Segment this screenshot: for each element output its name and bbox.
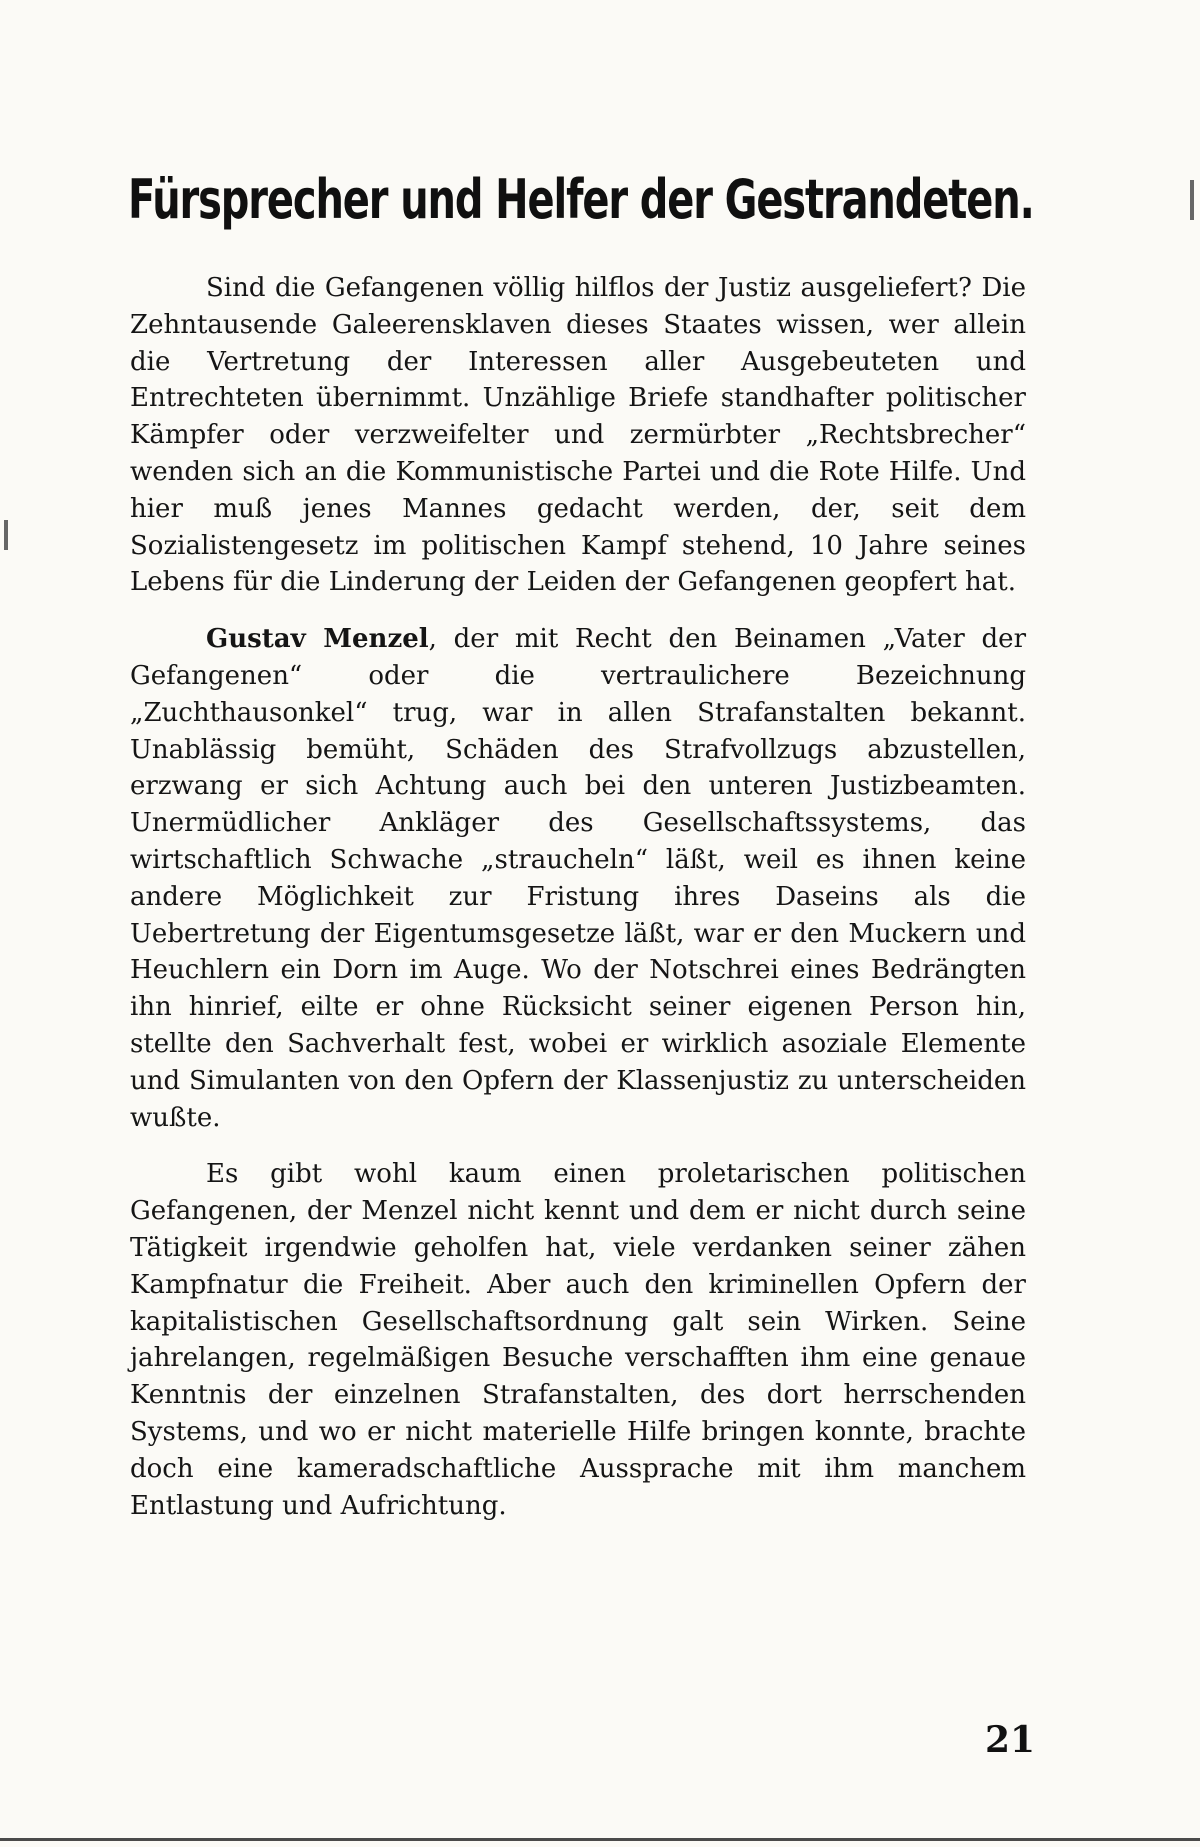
- paragraph-3: [130, 1156, 1026, 1524]
- scan-edge-mark-left: [4, 520, 8, 550]
- scan-bottom-edge-line: [0, 1838, 1200, 1841]
- person-name-gustav-menzel: Gustav Menzel: [206, 624, 429, 655]
- body-text: [130, 270, 1026, 1544]
- paragraph-3-text: Es gibt wohl kaum einen proletarischen politischen Gefangenen, der Menzel nicht kennt und dem er nicht durch seine Tätigkeit irgendwie geholfen hat, viele verdanken seiner zähen Kampfnatur die Freiheit. Aber auch den kriminellen Opfern der kapitalistischen Gesellschaftsordnung galt sein Wirken. Seine jahrelangen, regelmäßigen Besuche verschafften ihm eine genaue Kenntnis der einzelnen Strafanstalten, des dort herrschenden Systems, und wo er nicht materielle Hilfe bringen konnte, brachte doch eine kameradschaftliche Aussprache mit ihm manchem Entlastung und Aufrichtung.: [130, 1159, 1026, 1521]
- paragraph-2: [130, 621, 1026, 1136]
- page-title: Fürsprecher und Helfer der Gestrandeten.: [128, 168, 1034, 231]
- paragraph-1: [130, 270, 1026, 601]
- scan-edge-mark-top: [1190, 180, 1194, 220]
- paragraph-1-text: Sind die Gefangenen völlig hilflos der Justiz ausgeliefert? Die Zehntausende Galeerensklaven dieses Staates wissen, wer allein die Vertretung der Interessen aller Ausgebeuteten und Entrechteten übernimmt. Unzählige Briefe standhafter politischer Kämpfer oder verzweifelter und zermürbter „Rechtsbrecher“ wenden sich an die Kommunistische Partei und die Rote Hilfe. Und hier muß jenes Mannes gedacht werden, der, seit dem Sozialistengesetz im politischen Kampf stehend, 10 Jahre seines Lebens für die Linderung der Leiden der Gefangenen geopfert hat.: [130, 273, 1026, 598]
- paragraph-2-text: , der mit Recht den Beinamen „Vater der Gefangenen“ oder die vertraulichere Bezeichnung „Zuchthausonkel“ trug, war in allen Strafanstalten bekannt. Unablässig bemüht, Schäden des Strafvollzugs abzustellen, erzwang er sich Achtung auch bei den unteren Justizbeamten. Unermüdlicher Ankläger des Gesellschaftssystems, das wirtschaftlich Schwache „straucheln“ läßt, weil es ihnen keine andere Möglichkeit zur Fristung ihres Daseins als die Uebertretung der Eigentumsgesetze läßt, war er den Muckern und Heuchlern ein Dorn im Auge. Wo der Notschrei eines Bedrängten ihn hinrief, eilte er ohne Rücksicht seiner eigenen Person hin, stellte den Sachverhalt fest, wobei er wirklich asoziale Elemente und Simulanten von den Opfern der Klassenjustiz zu unterscheiden wußte.: [130, 624, 1026, 1133]
- page-number: 21: [985, 1719, 1036, 1761]
